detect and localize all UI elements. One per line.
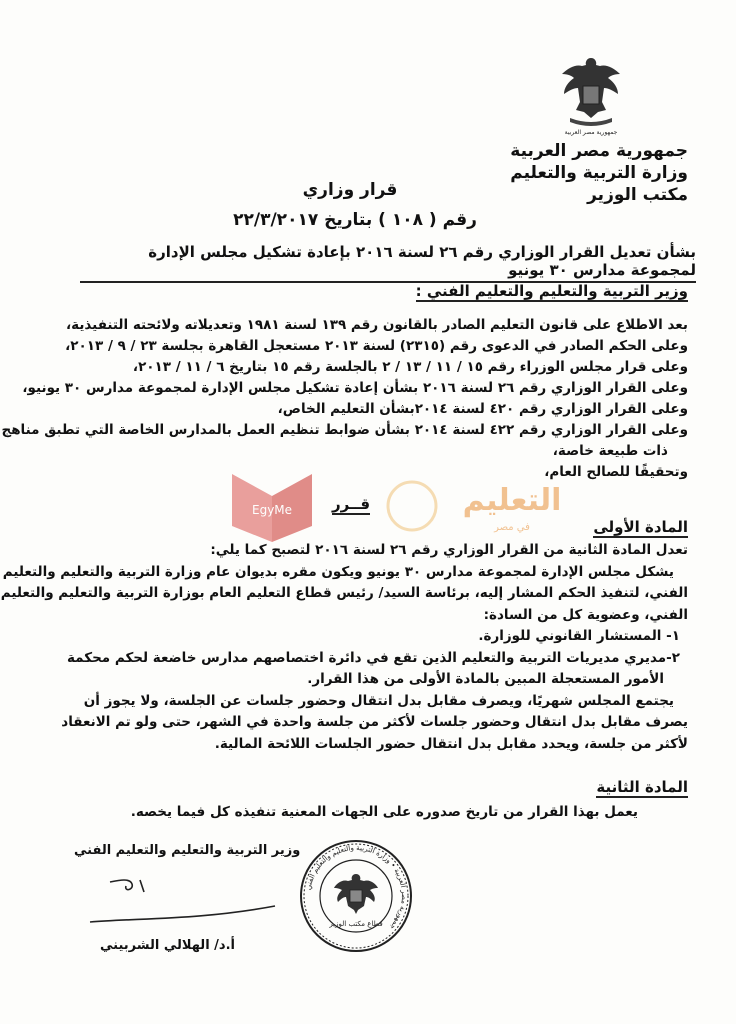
article1-heading: المادة الأولى: [593, 518, 688, 536]
article-line: الأمور المستعجلة المبين بالمادة الأولى من هذا القرار.: [307, 671, 664, 687]
svg-text:قطاع مكتب الوزير: قطاع مكتب الوزير: [329, 920, 383, 928]
article2-body: [68, 802, 688, 824]
recital-line: وعلى القرار الوزاري رقم ٤٢٢ لسنة ٢٠١٤ بشأن ضوابط تنظيم العمل بالمدارس الخاصة التي تطبق مناهج: [1, 422, 688, 438]
signer-title: وزير التربية والتعليم والتعليم الفني: [74, 843, 301, 858]
svg-text:في مصر: في مصر: [494, 522, 530, 533]
recital-line: وتحقيقًا للصالح العام،: [544, 464, 688, 480]
article-line: يصرف مقابل بدل انتقال وحضور جلسات لأكثر من جلسة واحدة في الشهر، حتى ولو تم الانعقاد: [61, 714, 688, 730]
recital-line: وعلى القرار الوزاري رقم ٤٢٠ لسنة ٢٠١٤بشأن التعليم الخاص،: [277, 401, 688, 417]
article-line: يجتمع المجلس شهريًا، ويصرف مقابل بدل انتقال وحضور جلسات عن الجلسة، ولا يجوز أن: [83, 692, 674, 709]
decree-title: قرار وزاري: [302, 180, 398, 200]
country-name: جمهورية مصر العربية: [510, 141, 688, 161]
decree-subject: بشأن تعديل القرار الوزاري رقم ٢٦ لسنة ٢٠١٦ بإعادة تشكيل مجلس الإدارة لمجموعة مدارس ٣٠ يونيو: [80, 243, 696, 283]
article2-heading: المادة الثانية: [596, 778, 688, 796]
svg-text:جمهورية مصر العربية • وزارة ال: جمهورية مصر العربية • وزارة التربية والتعليم والتعليم الفني: [304, 843, 409, 932]
article-line: تعدل المادة الثانية من القرار الوزاري رقم ٢٦ لسنة ٢٠١٦ لتصبح كما يلي:: [210, 542, 688, 558]
handwritten-signature-icon: [80, 862, 280, 942]
recitals: [1, 315, 688, 483]
article-line: ٢-مديري مديريات التربية والتعليم الذين تقع في دائرة اختصاصهم مدارس خاضعة لحكم محكمة: [66, 649, 680, 666]
article-line: يشكل مجلس الإدارة لمجموعة مدارس ٣٠ يونيو ويكون مقره بديوان عام وزارة التربية والتعليم والتعليم: [2, 563, 674, 580]
article1-body: [0, 540, 688, 755]
svg-text:EgyMe: EgyMe: [252, 503, 293, 517]
recital-line: وعلى قرار مجلس الوزراء رقم ١٥ / ١١ / ١٣ / ٢ بالجلسة رقم ١٥ بتاريخ ٦ / ١١ / ٢٠١٣،: [132, 359, 688, 375]
recital-line: وعلى القرار الوزاري رقم ٢٦ لسنة ٢٠١٦ بشأن إعادة تشكيل مجلس الإدارة لمجموعة مدارس ٣٠ يونيو،: [22, 380, 688, 396]
article-line: ١- المستشار القانوني للوزارة.: [478, 628, 680, 644]
minister-heading: وزير التربية والتعليم والتعليم الفني :: [415, 282, 688, 300]
ministry-name: وزارة التربية والتعليم: [510, 163, 688, 183]
office-name: مكتب الوزير: [587, 185, 688, 205]
svg-text:التعليم: التعليم: [462, 483, 562, 518]
letterhead: [488, 140, 688, 206]
decided-label: قــرر: [332, 495, 371, 513]
article-line: الفني، وعضوية كل من السادة:: [483, 606, 688, 623]
decree-number: رقم ( ١٠٨ ) بتاريخ ٢٢/٣/٢٠١٧: [233, 210, 477, 230]
article-line: الفني، لتنفيذ الحكم المشار إليه، برئاسة السيد/ رئيس قطاع التعليم العام بوزارة التربية والتعليم والتعليم: [0, 585, 688, 601]
svg-text:جمهورية مصر العربية: جمهورية مصر العربية: [564, 129, 618, 136]
recital-line: بعد الاطلاع على قانون التعليم الصادر بالقانون رقم ١٣٩ لسنة ١٩٨١ وتعديلاته ولائحته التنفيذية،: [66, 317, 688, 333]
article-line: لأكثر من جلسة، ويحدد مقابل بدل انتقال حضور الجلسات اللائحة المالية.: [214, 735, 688, 752]
article-line: يعمل بهذا القرار من تاريخ صدوره على الجهات المعنية تنفيذه كل فيما يخصه.: [130, 804, 638, 820]
watermark-logo: [212, 466, 562, 546]
ministry-seal-icon: [298, 838, 414, 954]
eagle-emblem-icon: [558, 52, 624, 136]
signer-name: أ.د/ الهلالي الشربيني: [100, 938, 235, 953]
recital-line: ذات طبيعة خاصة،: [552, 443, 668, 459]
recital-line: وعلى الحكم الصادر في الدعوى رقم (٢٣١٥) لسنة ٢٠١٣ مستعجل القاهرة بجلسة ٢٣ / ٩ / ٢٠١٣،: [65, 338, 688, 354]
